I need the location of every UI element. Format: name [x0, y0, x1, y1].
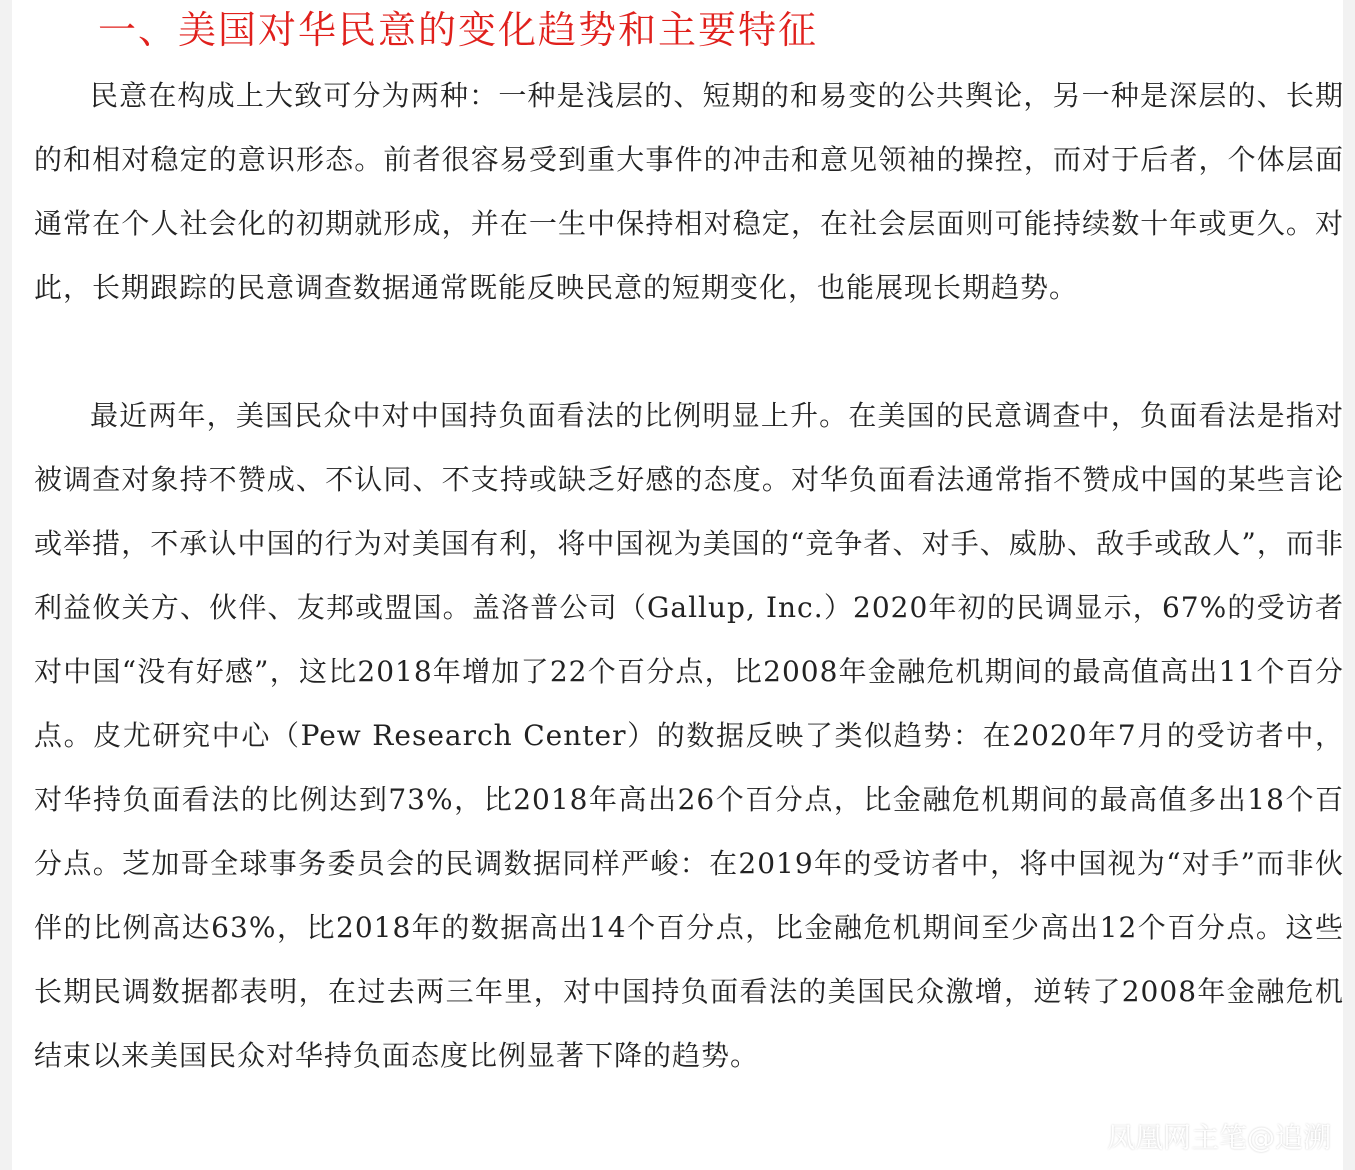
- section-heading: 一、美国对华民意的变化趋势和主要特征: [98, 8, 819, 52]
- source-watermark: 凤凰网主笔@追溯: [1106, 1121, 1331, 1154]
- paragraph-1: 民意在构成上大致可分为两种：一种是浅层的、短期的和易变的公共舆论，另一种是深层的、长期的和相对稳定的意识形态。前者很容易受到重大事件的冲击和意见领袖的操控，而对于后者，个体层面通常在个人社会化的初期就形成，并在一生中保持相对稳定，在社会层面则可能持续数十年或更久。对此，长期跟踪的民意调查数据通常既能反映民意的短期变化，也能展现长期趋势。: [34, 79, 1344, 304]
- article-page: [12, 0, 1343, 1170]
- paragraph-2: 最近两年，美国民众中对中国持负面看法的比例明显上升。在美国的民意调查中，负面看法是指对被调查对象持不赞成、不认同、不支持或缺乏好感的态度。对华负面看法通常指不赞成中国的某些言论或举措，不承认中国的行为对美国有利，将中国视为美国的“竞争者、对手、威胁、敌手或敌人”，而非利益攸关方、伙伴、友邦或盟国。盖洛普公司（Gallup, Inc.）2020年初的民调显示，67%的受访者对中国“没有好感”，这比2018年增加了22个百分点，比2008年金融危机期间的最高值高出11个百分点。皮尤研究中心（Pew Research Center）的数据反映了类似趋势：在2020年7月的受访者中，对华持负面看法的比例达到73%，比2018年高出26个百分点，比金融危机期间的最高值多出18个百分点。芝加哥全球事务委员会的民调数据同样严峻：在2019年的受访者中，将中国视为“对手”而非伙伴的比例高达63%，比2018年的数据高出14个百分点，比金融危机期间至少高出12个百分点。这些长期民调数据都表明，在过去两三年里，对中国持负面看法的美国民众激增，逆转了2008年金融危机结束以来美国民众对华持负面态度比例显著下降的趋势。: [34, 399, 1344, 1072]
